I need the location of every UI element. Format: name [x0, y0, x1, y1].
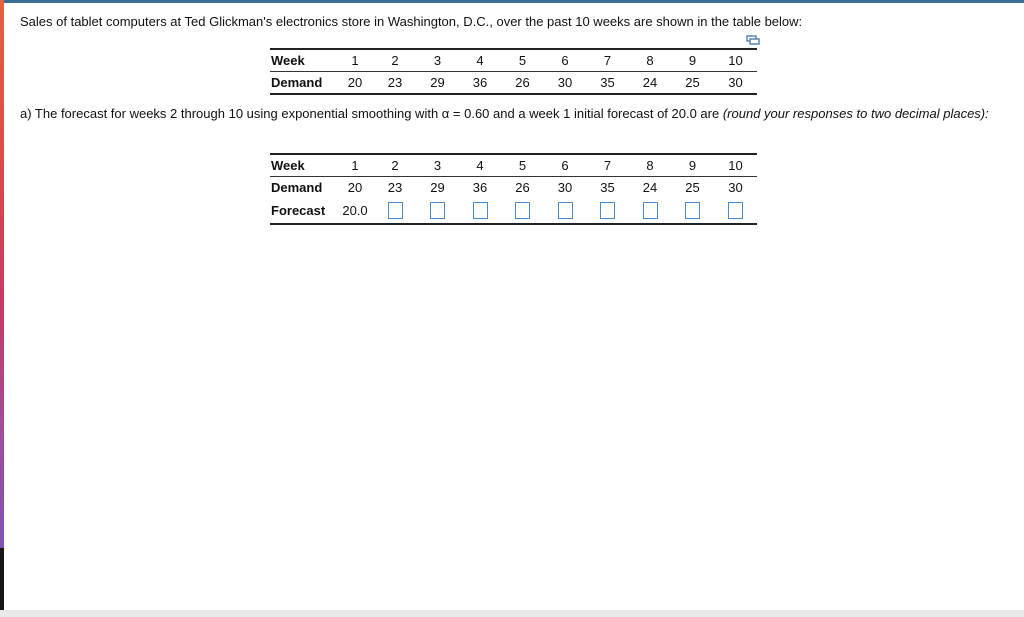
demand-cell: 23 — [387, 180, 403, 195]
demand-table — [270, 48, 757, 95]
forecast-input-week2[interactable] — [388, 202, 403, 219]
week-cell: 8 — [629, 49, 671, 72]
week-cell: 9 — [671, 154, 714, 177]
week-cell: 5 — [501, 154, 544, 177]
week-cell: 10 — [714, 49, 757, 72]
table-row-week — [270, 49, 757, 72]
week-cell: 4 — [459, 49, 501, 72]
forecast-week1-value: 20.0 — [336, 198, 374, 224]
row-label-forecast: Forecast — [270, 198, 336, 224]
forecast-input-week7[interactable] — [600, 202, 615, 219]
demand-cell: 24 — [629, 72, 671, 95]
question-a — [20, 105, 1010, 122]
week-cell: 5 — [501, 49, 544, 72]
demand-cell: 35 — [586, 72, 629, 95]
table-row-week — [270, 154, 757, 177]
week-cell: 3 — [416, 154, 459, 177]
demand-cell: 30 — [728, 180, 743, 195]
forecast-input-week3[interactable] — [430, 202, 445, 219]
left-dark-strip — [0, 548, 4, 617]
demand-cell: 30 — [544, 72, 586, 95]
forecast-input-week10[interactable] — [728, 202, 743, 219]
forecast-table — [270, 153, 757, 225]
week-cell: 7 — [586, 49, 629, 72]
demand-cell: 30 — [714, 72, 757, 95]
week-cell: 2 — [374, 49, 416, 72]
question-text: a) The forecast for weeks 2 through 10 using exponential smoothing with α = 0.60 and a week 1 initial forecast of 20.0 are — [20, 106, 723, 121]
week-cell: 10 — [714, 154, 757, 177]
demand-cell: 26 — [501, 72, 544, 95]
week-cell: 2 — [374, 154, 416, 177]
week-cell: 7 — [586, 154, 629, 177]
demand-cell: 20 — [336, 72, 374, 95]
question-instruction: (round your responses to two decimal places): — [722, 106, 989, 121]
week-cell: 6 — [544, 49, 586, 72]
week-cell: 9 — [671, 49, 714, 72]
week-cell: 8 — [629, 154, 671, 177]
top-border — [0, 0, 1024, 3]
forecast-input-week8[interactable] — [643, 202, 658, 219]
demand-cell: 23 — [374, 72, 416, 95]
row-label-week: Week — [270, 154, 336, 177]
left-accent-stripe — [0, 0, 4, 548]
bottom-scroll-strip — [0, 610, 1024, 617]
demand-cell: 30 — [557, 180, 573, 195]
copy-table-icon[interactable] — [746, 35, 760, 45]
week-cell: 1 — [336, 49, 374, 72]
row-label-week: Week — [270, 49, 336, 72]
demand-cell: 20 — [347, 180, 363, 195]
table-row-demand — [270, 72, 757, 95]
problem-intro: Sales of tablet computers at Ted Glickman's electronics store in Washington, D.C., over the past 10 weeks are shown in the table below: — [20, 14, 803, 29]
forecast-input-week6[interactable] — [558, 202, 573, 219]
week-cell: 4 — [459, 154, 501, 177]
demand-cell: 36 — [472, 180, 488, 195]
demand-cell: 24 — [642, 180, 658, 195]
forecast-input-week9[interactable] — [685, 202, 700, 219]
demand-cell: 25 — [685, 180, 700, 195]
forecast-input-week4[interactable] — [473, 202, 488, 219]
table-row-forecast — [270, 198, 757, 224]
week-cell: 6 — [544, 154, 586, 177]
week-cell: 1 — [336, 154, 374, 177]
row-label-demand: Demand — [271, 180, 323, 195]
demand-cell: 25 — [671, 72, 714, 95]
table-row-demand — [270, 177, 757, 199]
demand-cell: 29 — [416, 72, 459, 95]
demand-cell: 29 — [430, 180, 445, 195]
demand-cell: 36 — [459, 72, 501, 95]
forecast-input-week5[interactable] — [515, 202, 530, 219]
week-cell: 3 — [416, 49, 459, 72]
demand-cell: 35 — [600, 180, 615, 195]
demand-cell: 26 — [515, 180, 530, 195]
row-label-demand: Demand — [270, 72, 336, 95]
